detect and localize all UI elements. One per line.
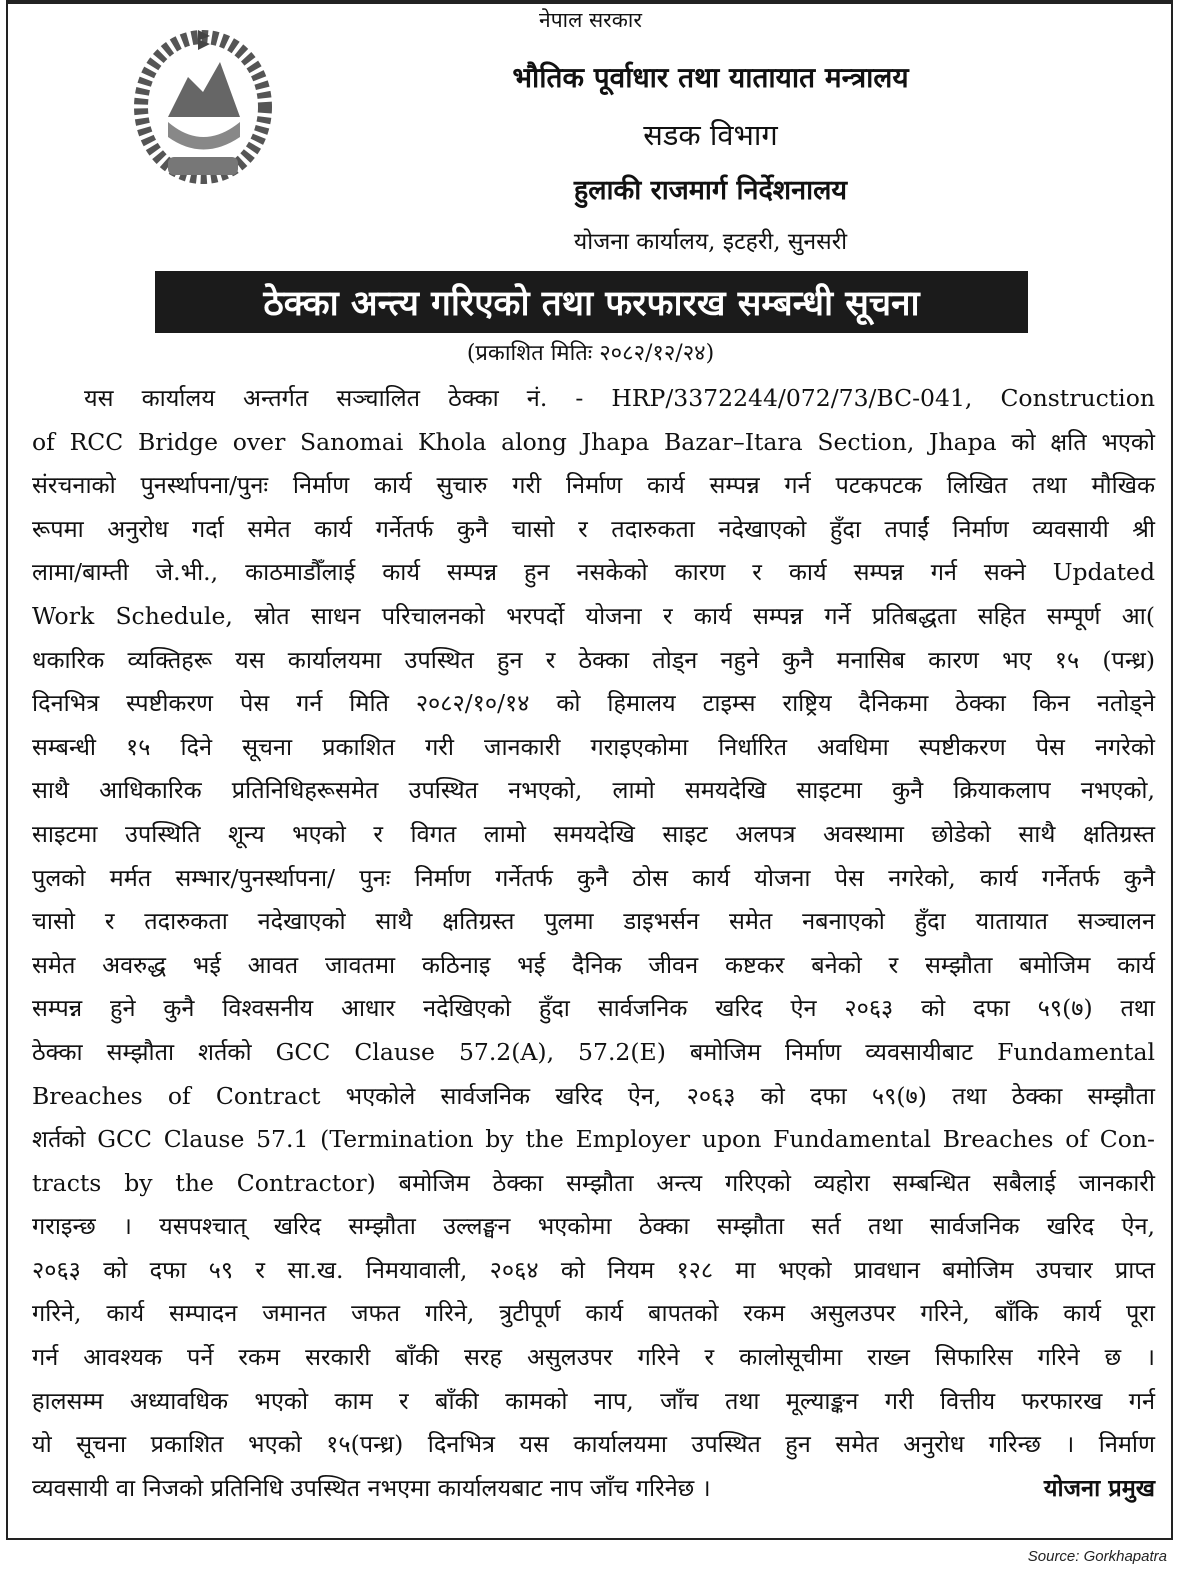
body-last-line (32, 1467, 1155, 1511)
body-line: शर्तको GCC Clause 57.1 (Termination by the Employer upon Fundamental Breaches of Con- (32, 1125, 1155, 1154)
body-line: पुलको मर्मत सम्भार/पुनर्स्थापना/ पुनः निर्माण गर्नेतर्फ कुनै ठोस कार्य योजना पेस नगरेको, कार्य गर्नेतर्फ कुनै (32, 863, 1155, 892)
government-name: नेपाल सरकार (539, 8, 642, 32)
body-line: Breaches of Contract भएकोले सार्वजनिक खरिद ऐन, २०६३ को दफा ५९(७) तथा ठेक्का सम्झौता (32, 1081, 1155, 1110)
body-line: यस कार्यालय अन्तर्गत सञ्चालित ठेक्का नं. - HRP/3372244/072/73/BC-041, Construction (84, 384, 1155, 412)
body-line: गराइन्छ । यसपश्चात् खरिद सम्झौता उल्लङ्घन भएकोमा ठेक्का सम्झौता सर्त तथा सार्वजनिक खरिद ऐन, (32, 1212, 1155, 1241)
body-line: tracts by the Contractor) बमोजिम ठेक्का सम्झौता अन्त्य गरिएको व्यहोरा सम्बन्धित सबैलाई जानकारी (32, 1168, 1155, 1197)
body-line: सम्बन्धी १५ दिने सूचना प्रकाशित गरी जानकारी गराइएकोमा निर्धारित अवधिमा स्पष्टीकरण पेस नगरेको (32, 732, 1155, 761)
body-line: २०६३ को दफा ५९ र सा.ख. निमयावाली, २०६४ को नियम १२८ मा भएको प्रावधान बमोजिम उपचार प्राप्त (32, 1255, 1155, 1284)
body-line: गर्न आवश्यक पर्ने रकम सरकारी बाँकी सरह असुलउपर गरिने र कालोसूचीमा राख्न सिफारिस गरिने छ । (32, 1343, 1155, 1372)
body-line: यो सूचना प्रकाशित भएको १५(पन्ध्र) दिनभित्र यस कार्यालयमा उपस्थित हुन समेत अनुरोध गरिन्छ । निर्माण (32, 1430, 1155, 1459)
body-line: लामा/बाम्ती जे.भी., काठमाडौँलाई कार्य सम्पन्न हुन नसकेको कारण र कार्य सम्पन्न गर्न सक्ने Updated (32, 558, 1155, 587)
notice-title: ठेक्का अन्त्य गरिएको तथा फरफारख सम्बन्धी सूचना (263, 282, 920, 324)
published-date: (प्रकाशित मितिः २०८२/१२/२४) (466, 341, 715, 366)
directorate-name: हुलाकी राजमार्ग निर्देशनालय (573, 175, 848, 206)
body-line: of RCC Bridge over Sanomai Khola along Jhapa Bazar–Itara Section, Jhapa को क्षति भएको (32, 427, 1155, 456)
ministry-name: भौतिक पूर्वाधार तथा यातायात मन्त्रालय (512, 61, 909, 94)
body-line: Work Schedule, स्रोत साधन परिचालनको भरपर्दो योजना र कार्य सम्पन्न गर्ने प्रतिबद्धता सहित सम्पूर्ण आ( (32, 601, 1155, 630)
body-line: साथै आधिकारिक प्रतिनिधिहरूसमेत उपस्थित नभएको, लामो समयदेखि साइटमा कुनै क्रियाकलाप नभएको, (32, 776, 1155, 805)
body-line: हालसम्म अध्यावधिक भएको काम र बाँकी कामको नाप, जाँच तथा मूल्याङ्कन गरी वित्तीय फरफारख गर्न (32, 1386, 1155, 1415)
department-name: सडक विभाग (643, 118, 778, 152)
source-credit: Source: Gorkhapatra (1027, 1548, 1167, 1565)
body-line: सम्पन्न हुने कुनै विश्वसनीय आधार नदेखिएको हुँदा सार्वजनिक खरिद ऐन २०६३ को दफा ५९(७) तथा (32, 994, 1155, 1023)
body-line: संरचनाको पुनर्स्थापना/पुनः निर्माण कार्य सुचारु गरी निर्माण कार्य सम्पन्न गर्न पटकपटक लिखित तथा मौखिक (32, 471, 1155, 500)
body-line: ठेक्का सम्झौता शर्तको GCC Clause 57.2(A), 57.2(E) बमोजिम निर्माण व्यवसायीबाट Fundamental (32, 1037, 1155, 1066)
body-line: साइटमा उपस्थिति शून्य भएको र विगत लामो समयदेखि साइट अलपत्र अवस्थामा छोडेको साथै क्षतिग्रस्त (32, 819, 1155, 848)
body-line: व्यवसायी वा निजको प्रतिनिधि उपस्थित नभएमा कार्यालयबाट नाप जाँच गरिनेछ । (32, 1473, 711, 1502)
body-line: दिनभित्र स्पष्टीकरण पेस गर्न मिति २०८२/१०/१४ को हिमालय टाइम्स राष्ट्रिय दैनिकमा ठेक्का किन नतोड्ने (32, 689, 1155, 718)
body-line: गरिने, कार्य सम्पादन जमानत जफत गरिने, त्रुटीपूर्ण कार्य बापतको रकम असुलउपर गरिने, बाँकि कार्य पूरा (32, 1299, 1155, 1328)
body-line: समेत अवरुद्ध भई आवत जावतमा कठिनाइ भई दैनिक जीवन कष्टकर बनेको र सम्झौता बमोजिम कार्य (32, 950, 1155, 979)
body-line: चासो र तदारुकता नदेखाएको साथै क्षतिग्रस्त पुलमा डाइभर्सन समेत नबनाएको हुँदा यातायात सञ्चालन (32, 907, 1155, 936)
body-line: धकारिक व्यक्तिहरू यस कार्यालयमा उपस्थित हुन र ठेक्का तोड्न नहुने कुनै मनासिब कारण भए १५ (पन्ध्र) (32, 645, 1155, 674)
signature: योजना प्रमुख (1043, 1473, 1155, 1502)
notice-title-banner (155, 271, 1028, 333)
nepal-emblem-icon (128, 22, 278, 187)
office-address: योजना कार्यालय, इटहरी, सुनसरी (573, 229, 848, 255)
notice-body (32, 377, 1155, 1510)
body-line: रूपमा अनुरोध गर्दा समेत कार्य गर्नेतर्फ कुनै चासो र तदारुकता नदेखाएको हुँदा तपाईं निर्माण व्यवसायी श्री (32, 514, 1155, 543)
